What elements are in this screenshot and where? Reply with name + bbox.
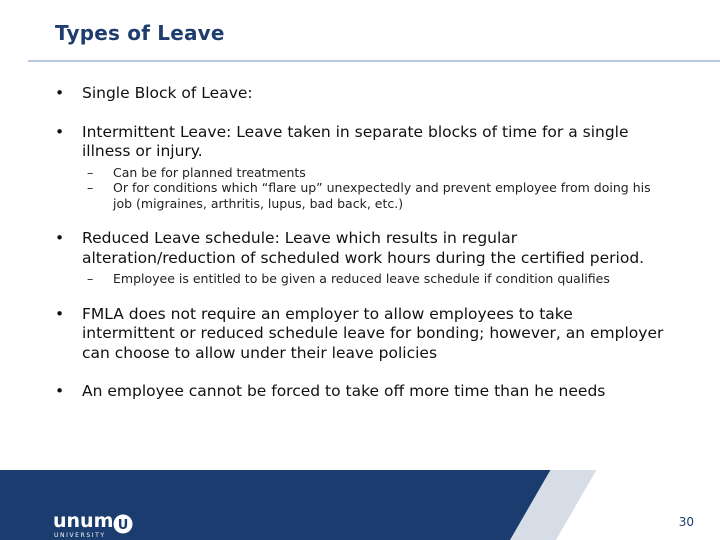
subitem-flare-up [54, 180, 665, 211]
subitem-text: Employee is entitled to be given a reduced leave schedule if condition qualifies [113, 271, 610, 286]
logo-wordmark: unum [53, 510, 114, 532]
subitem-marker: – [87, 180, 94, 195]
bullet-not-forced [55, 382, 665, 402]
subitem-planned-treatments [54, 165, 665, 181]
slide-content [55, 84, 665, 402]
subitem-text: Or for conditions which “flare up” unexpectedly and prevent employee from doing his job (migraines, arthritis, lupus, bad back, etc.) [113, 180, 651, 211]
bullet-text: An employee cannot be forced to take off more time than he needs [82, 382, 606, 400]
bullet-text: FMLA does not require an employer to allow employees to take intermittent or reduced schedule leave for bonding; however, an employer can choose to allow under their leave policies [82, 304, 664, 362]
title-divider [28, 60, 720, 62]
bullet-reduced-leave [55, 229, 665, 268]
subitem-text: Can be for planned treatments [113, 164, 306, 180]
subitem-marker: – [87, 164, 94, 180]
bullet-text: Reduced Leave schedule: Leave which results in regular alteration/reduction of scheduled work hours during the certified period. [82, 229, 645, 267]
bullet-marker: • [55, 84, 65, 102]
bullet-fmla-bonding [55, 305, 665, 364]
bullet-marker: • [55, 382, 65, 400]
subitem-marker: – [87, 271, 94, 286]
bullet-marker: • [55, 304, 65, 323]
bullet-single-block [55, 84, 665, 104]
logo-badge-letter: U [117, 518, 129, 533]
bullet-marker: • [55, 229, 65, 247]
logo-subtext: UNIVERSITY [54, 532, 106, 538]
bullet-text: Intermittent Leave: Leave taken in separate blocks of time for a single illness or injury. [82, 122, 629, 160]
subitem-entitled [54, 271, 665, 287]
slide-title: Types of Leave [55, 21, 225, 45]
unum-university-logo [53, 508, 153, 538]
bullet-intermittent [55, 123, 665, 162]
page-number: 30 [678, 515, 694, 529]
bullet-marker: • [55, 122, 65, 141]
bullet-text: Single Block of Leave: [82, 84, 253, 102]
